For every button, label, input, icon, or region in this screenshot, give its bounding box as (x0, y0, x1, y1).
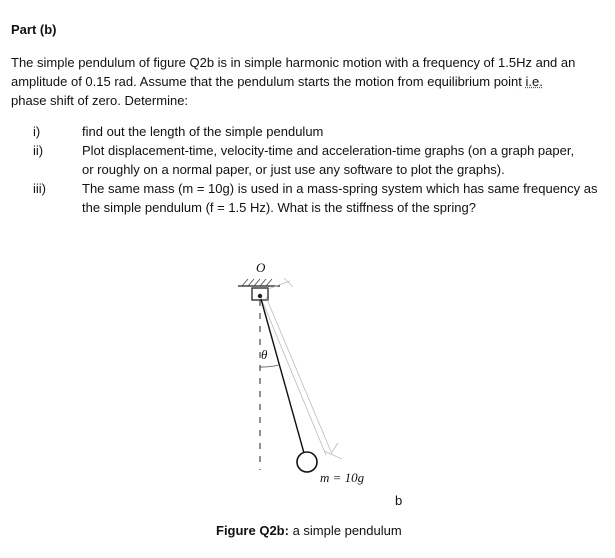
pendulum-diagram (200, 255, 403, 515)
item-text: or roughly on a normal paper, or just use any software to plot the graphs). (82, 162, 505, 177)
ceiling-hatching (242, 279, 272, 286)
item-text: Plot displacement-time, velocity-time and acceleration-time graphs (on a graph paper, (82, 143, 575, 158)
intro-line-2-text: amplitude of 0.15 rad. Assume that the pendulum starts the motion from equilibrium point (11, 74, 526, 89)
figure-caption (216, 523, 402, 538)
intro-line-3: phase shift of zero. Determine: (11, 93, 189, 108)
pivot-pin (258, 294, 262, 298)
pendulum-figure (200, 255, 403, 515)
item-text: The same mass (m = 10g) is used in a mass-spring system which has same frequency as (82, 181, 598, 196)
intro-line-2 (11, 74, 543, 89)
item-text: find out the length of the simple pendulum (82, 124, 324, 139)
construction-line (261, 298, 326, 455)
angle-label: θ (261, 347, 268, 362)
intro-line-1: The simple pendulum of figure Q2b is in simple harmonic motion with a frequency of 1.5Hz and an (11, 55, 576, 70)
pendulum-bob (297, 452, 317, 472)
mass-label: m = 10g (320, 470, 365, 485)
angle-arc (260, 365, 279, 367)
item-text: the simple pendulum (f = 1.5 Hz). What is the stiffness of the spring? (82, 200, 476, 215)
construction-line (268, 281, 290, 289)
caption-title: Figure Q2b: (216, 523, 289, 538)
item-number: i) (33, 124, 41, 139)
item-number: iii) (33, 181, 46, 196)
item-number: ii) (33, 143, 44, 158)
figure-sub-label: b (395, 493, 403, 508)
construction-line (324, 451, 342, 459)
construction-line (266, 297, 332, 454)
pendulum-rod (261, 299, 304, 453)
caption-text: a simple pendulum (288, 523, 402, 538)
construction-line (332, 443, 338, 452)
section-heading: Part (b) (11, 22, 57, 37)
pivot-label: O (256, 260, 266, 275)
ie-abbrev: i.e. (525, 74, 543, 89)
